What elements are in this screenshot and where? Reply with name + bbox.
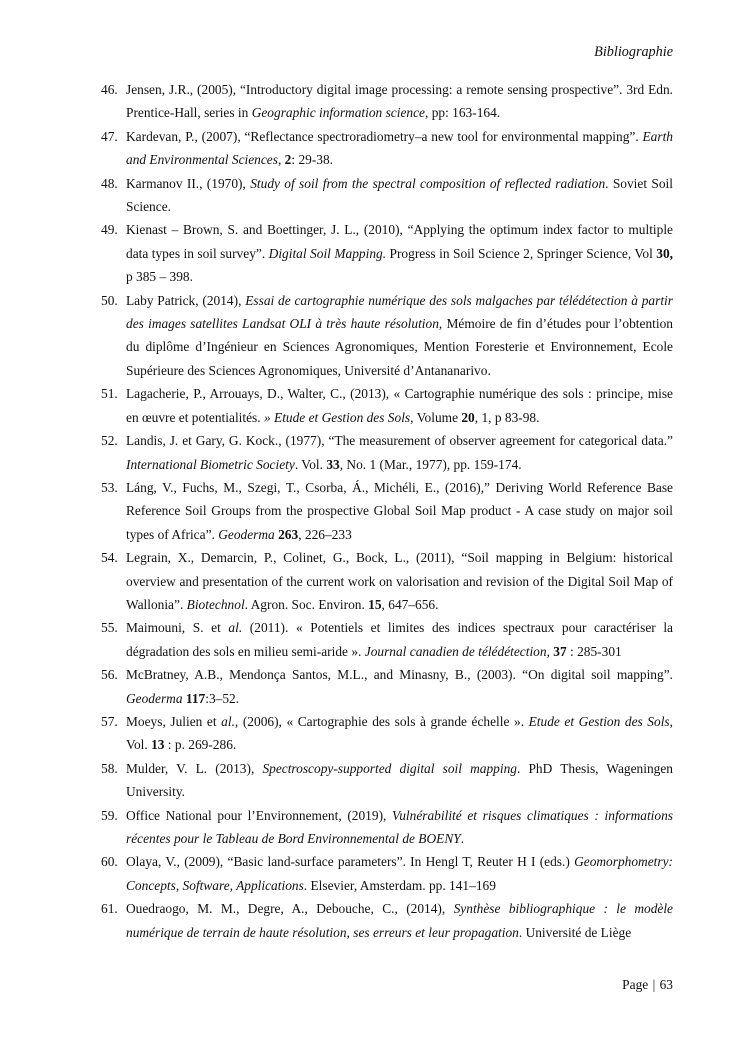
reference-italic-text: Geoderma [126, 690, 183, 706]
reference-text: . Agron. Soc. Environ. [244, 596, 369, 612]
reference-italic-text: Study of soil from the spectral composition of reflected radiation [250, 175, 606, 191]
reference-entry [101, 710, 673, 757]
reference-text: : p. 269-286. [164, 737, 237, 753]
reference-text: , No. 1 (Mar., 1977), pp. 159-174. [339, 456, 522, 472]
reference-number: 61. [101, 901, 118, 917]
reference-entry [101, 476, 673, 546]
reference-number: 46. [101, 82, 118, 97]
reference-entry [101, 546, 673, 616]
reference-entry [101, 850, 673, 897]
reference-entry [101, 804, 673, 851]
running-header: Bibliographie [594, 44, 673, 60]
reference-text: McBratney, A.B., Mendonça Santos, M.L., and Minasny, B., (2003). “On digital soil mapping”. [126, 667, 673, 683]
reference-text: , pp: 163-164. [425, 105, 501, 121]
reference-entry [101, 78, 673, 125]
reference-text: Karmanov II., (1970), [126, 175, 251, 191]
reference-italic-text: Earth and Environmental Sciences [126, 128, 673, 168]
reference-text: Legrain, X., Demarcin, P., Colinet, G., Bock, L., (2011), “Soil mapping in Belgium: historical overview and presentation of the current work on valorisation and revision of the Digital Soil Map of Wallonia”. [126, 550, 673, 612]
page-separator: | [652, 977, 656, 992]
reference-italic-text: Essai de cartographie numérique des sols malgaches par télédétection à partir des images satellites Landsat OLI à très haute résolution [126, 292, 673, 332]
reference-text: Mulder, V. L. (2013), [126, 760, 263, 776]
reference-number: 55. [101, 620, 118, 636]
reference-italic-text: International Biometric Society [126, 456, 295, 472]
reference-bold-text: 37 [553, 643, 567, 659]
reference-text: . PhD Thesis, Wageningen University. [126, 760, 673, 800]
reference-text: Láng, V., Fuchs, M., Szegi, T., Csorba, Á., Michéli, E., (2016),” Deriving World Reference Base Reference Soil Groups from the prospective Global Soil Map product - A case study on major soil types of Africa”. [126, 479, 673, 542]
reference-text: Moeys, Julien et [126, 713, 222, 729]
reference-text: . [460, 831, 465, 846]
reference-italic-text: Geoderma [218, 526, 275, 542]
reference-text: , 226–233 [298, 526, 352, 542]
reference-entry [101, 757, 673, 804]
reference-number: 52. [101, 433, 118, 449]
reference-text: (2011). « Potentiels et limites des indices spectraux pour caractériser la dégradation des sols en milieu semi-aride ». [126, 620, 673, 659]
reference-number: 48. [101, 175, 118, 191]
reference-text: , 1, p 83-98. [474, 409, 540, 425]
reference-italic-text: Synthèse bibliographique : le modèle numérique de terrain de haute résolution, ses erreurs et leur propagation [126, 901, 674, 940]
reference-text: :3–52. [205, 690, 240, 706]
reference-entry [101, 172, 673, 219]
reference-entry [101, 218, 674, 288]
reference-text: (2006), « Cartographie des sols à grande échelle ». [238, 713, 529, 729]
reference-italic-text: Journal canadien de télédétection [364, 643, 547, 659]
reference-text: , [277, 152, 285, 168]
reference-text: , 647–656. [381, 596, 439, 612]
reference-bold-text: 2 [284, 152, 292, 168]
reference-italic-text: al., [221, 713, 239, 729]
reference-bold-text: 33 [326, 456, 340, 472]
reference-entry [101, 897, 674, 944]
reference-text: : 285-301 [566, 643, 622, 659]
reference-number: 49. [101, 222, 118, 238]
reference-italic-text: Spectroscopy-supported digital soil mapping [262, 760, 517, 776]
reference-bold-text: 20 [461, 409, 475, 425]
reference-bold-text: 30, [656, 245, 674, 261]
reference-italic-text: Geographic information science [251, 105, 425, 121]
reference-text: p 385 – 398. [126, 269, 193, 285]
reference-text: , [546, 643, 554, 659]
reference-number: 56. [101, 667, 118, 683]
reference-text: Maimouni, S. et [126, 620, 229, 636]
reference-number: 47. [101, 128, 118, 144]
reference-text: : 29-38. [291, 152, 334, 168]
reference-entry [101, 429, 673, 476]
page-label: Page [622, 977, 649, 992]
reference-text: , Mémoire de fin d’études pour l’obtention du diplôme d’Ingénieur en Sciences Agronomiques, Mention Foresterie et Environnement, Ecole Supérieure des Sciences Agronomiques, Université d’Antananarivo. [126, 316, 673, 378]
reference-number: 59. [101, 807, 118, 823]
reference-number: 50. [101, 292, 118, 308]
reference-entry [101, 616, 673, 663]
reference-entry [101, 382, 673, 429]
reference-number: 60. [101, 854, 118, 870]
reference-bold-text: 263 [278, 526, 299, 542]
reference-italic-text: Etude et Gestion des Sols [528, 713, 670, 729]
reference-number: 54. [101, 550, 118, 566]
reference-text: . Vol. [294, 456, 327, 472]
reference-entry [101, 125, 673, 172]
reference-text: Ouedraogo, M. M., Degre, A., Debouche, C., (2014), [126, 901, 454, 917]
reference-italic-text: Geomorphometry: Concepts, Software, Applications [126, 854, 673, 893]
reference-number: 53. [101, 479, 118, 495]
reference-number: 57. [101, 713, 118, 729]
page-footer [622, 977, 673, 993]
reference-text: Lagacherie, P., Arrouays, D., Walter, C., (2013), « Cartographie numérique des sols : principe, mise en œuvre et potentialités. [126, 386, 673, 425]
reference-italic-text: Biotechnol [186, 596, 245, 612]
reference-text: Kienast – Brown, S. and Boettinger, J. L., (2010), “Applying the optimum index factor to multiple data types in soil survey”. [126, 222, 673, 261]
reference-entry [101, 289, 673, 383]
reference-italic-text: » Etude et Gestion des Sols [263, 409, 411, 425]
reference-bold-text: 117 [185, 690, 206, 706]
reference-text: , Volume [410, 409, 462, 425]
reference-entry [101, 663, 673, 710]
reference-text: . Université de Liège [518, 924, 632, 940]
reference-text: Office National pour l’Environnement, (2019), [126, 807, 393, 823]
reference-bold-text: 15 [368, 596, 382, 612]
reference-list [101, 78, 674, 944]
reference-text: Laby Patrick, (2014), [126, 292, 246, 308]
reference-number: 58. [101, 760, 118, 776]
reference-text: Kardevan, P., (2007), “Reflectance spectroradiometry–a new tool for environmental mapping”. [126, 128, 643, 144]
reference-number: 51. [101, 386, 118, 402]
reference-italic-text: Vulnérabilité et risques climatiques : informations récentes pour le Tableau de Bord Environnemental de BOENY [126, 807, 673, 846]
reference-text: Olaya, V., (2009), “Basic land-surface parameters”. In Hengl T, Reuter H I (eds.) [126, 854, 575, 870]
reference-text: . Elsevier, Amsterdam. pp. 141–169 [303, 877, 496, 893]
reference-text: Landis, J. et Gary, G. Kock., (1977), “The measurement of observer agreement for categorical data.” [126, 433, 673, 449]
reference-italic-text: al. [228, 620, 243, 636]
page-number: 63 [659, 977, 673, 992]
reference-text: Progress in Soil Science 2, Springer Science, Vol [386, 245, 657, 261]
reference-bold-text: 13 [151, 737, 165, 753]
reference-text: Jensen, J.R., (2005), “Introductory digital image processing: a remote sensing prospective”. 3rd Edn. Prentice-Hall, series in [126, 82, 673, 121]
reference-italic-text: Digital Soil Mapping. [268, 245, 387, 261]
reference-text: , Vol. [126, 713, 673, 753]
reference-text: . Soviet Soil Science. [126, 175, 673, 215]
